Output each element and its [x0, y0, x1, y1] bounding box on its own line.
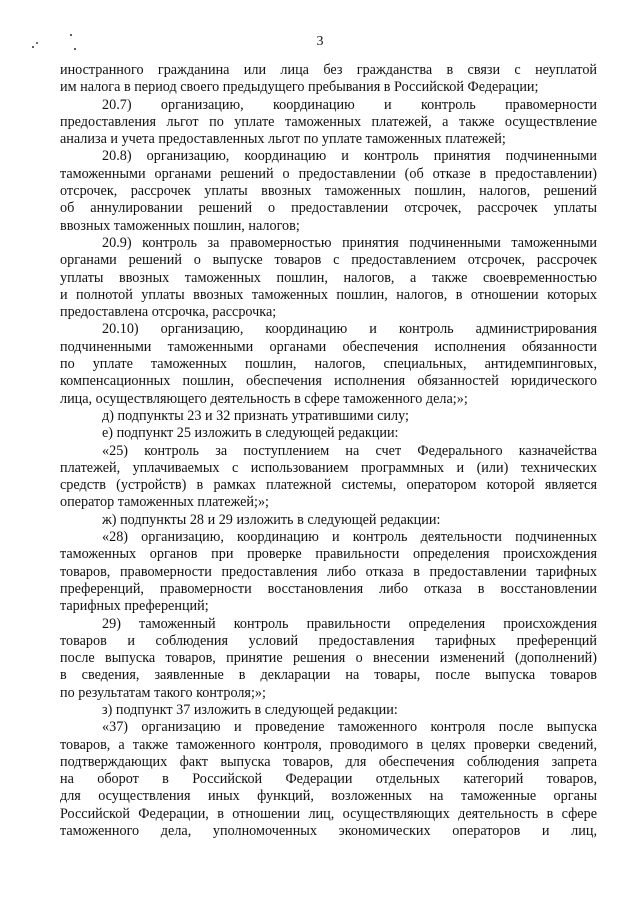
text-line: оператор таможенных платежей;»;: [60, 494, 269, 511]
text-line: преференций, правомерности восстановления либо отказа в восстановлении: [60, 580, 597, 597]
text-line: компенсационных пошлин, обеспечения исполнения обязанностей юридического: [60, 373, 597, 390]
text-line: иностранного гражданина или лица без гражданства в связи с неуплатой: [60, 62, 597, 78]
text-line: подтверждающих факт выпуска товаров, для обеспечения соблюдения запрета: [60, 753, 597, 770]
text-line: «25) контроль за поступлением на счет Федерального казначейства: [102, 442, 597, 459]
text-line: лица, осуществляющего деятельность в сфере таможенного дела;»;: [60, 390, 468, 407]
text-line: средств (устройств) в рамках платежной системы, оператором которой является: [60, 477, 597, 494]
text-line: д) подпункты 23 и 32 признать утратившими силу;: [102, 407, 409, 424]
text-line: предоставления льгот по уплате таможенных платежей, а также осуществление: [60, 113, 597, 130]
text-line: на оборот в Российской Федерации отдельных категорий товаров,: [60, 771, 597, 788]
text-line: «37) организацию и проведение таможенного контроля после выпуска: [102, 719, 597, 736]
text-line: Российской Федерации, в отношении лиц, осуществляющих деятельность в сфере: [60, 805, 597, 822]
text-line: в сведения, заявленные в декларации на товары, после выпуска товаров: [60, 667, 597, 684]
text-line: после выпуска товаров, принятие решения о внесении изменений (дополнений): [60, 650, 597, 667]
text-line: ввозных таможенных пошлин, налогов;: [60, 217, 300, 234]
text-line: об аннулировании решений о предоставлении отсрочек, рассрочек уплаты: [60, 200, 597, 217]
text-line: таможенных органов при проверке правильности определения происхождения: [60, 546, 597, 563]
text-line: товаров и соблюдения условий предоставления тарифных преференций: [60, 632, 597, 649]
text-line: таможенного дела, уполномоченных экономических операторов и лиц,: [60, 823, 597, 840]
text-line: 20.10) организацию, координацию и контроль администрирования: [102, 321, 597, 338]
text-line: предоставлена отсрочка, рассрочка;: [60, 304, 277, 321]
text-line: 29) таможенный контроль правильности определения происхождения: [102, 615, 597, 632]
text-line: тарифных преференций;: [60, 598, 209, 615]
text-line: анализа и учета предоставленных льгот по уплате таможенных платежей;: [60, 131, 506, 148]
text-line: «28) организацию, координацию и контроль деятельности подчиненных: [102, 529, 597, 546]
text-line: платежей, уплачиваемых с использованием программных и (или) технических: [60, 459, 597, 476]
text-line: 20.9) контроль за правомерностью принятия подчиненными таможенными: [102, 234, 597, 251]
text-line: отсрочек, рассрочек уплаты ввозных таможенных пошлин, налогов, решений: [60, 183, 597, 200]
text-line: з) подпункт 37 изложить в следующей редакции:: [102, 701, 398, 718]
page-number: 3: [316, 34, 324, 49]
text-line: и полнотой уплаты ввозных таможенных пошлин, налогов, в отношении которых: [60, 286, 597, 303]
text-line: им налога в период своего предыдущего пребывания в Российской Федерации;: [60, 79, 539, 96]
text-line: органами решений о выпуске товаров с предоставлением отсрочек, рассрочек: [60, 252, 597, 269]
text-line: 20.7) организацию, координацию и контроль правомерности: [102, 96, 597, 113]
text-line: товаров, а также таможенного контроля, проводимого в целях проверки сведений,: [60, 736, 597, 753]
text-line: таможенными органами решений о предоставлении (об отказе в предоставлении): [60, 165, 597, 182]
text-line: 20.8) организацию, координацию и контроль принятия подчиненными: [102, 148, 597, 165]
text-line: е) подпункт 25 изложить в следующей редакции:: [102, 425, 399, 442]
text-line: по уплате таможенных пошлин, налогов, специальных, антидемпинговых,: [60, 356, 597, 373]
text-line: для осуществления иных функций, возложенных на таможенные органы: [60, 788, 597, 805]
document-body: [60, 62, 597, 840]
text-line: товаров, правомерности предоставления либо отказа в предоставлении тарифных: [60, 563, 597, 580]
text-line: уплаты ввозных таможенных пошлин, налогов, а также своевременностью: [60, 269, 597, 286]
text-line: по результатам такого контроля;»;: [60, 684, 266, 701]
text-line: подчиненными таможенными органами обеспечения исполнения обязанности: [60, 338, 597, 355]
text-line: ж) подпункты 28 и 29 изложить в следующей редакции:: [102, 511, 441, 528]
